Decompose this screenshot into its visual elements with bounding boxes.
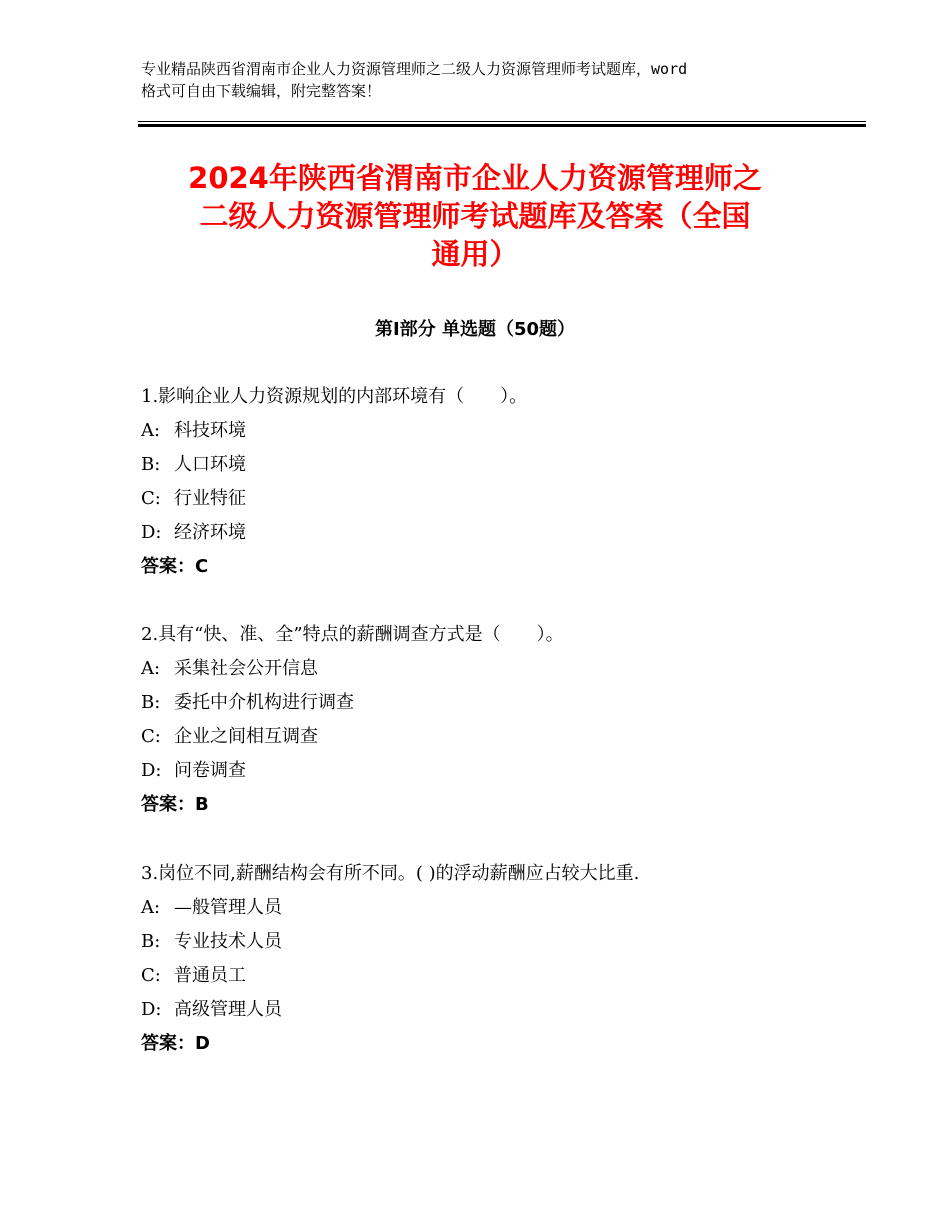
option-letter: C: (141, 965, 161, 986)
answer: 答案：C (141, 556, 209, 577)
header-line-1: 专业精品陕西省渭南市企业人力资源管理师之二级人力资源管理师考试题库，word (141, 60, 688, 78)
option-letter: D: (141, 522, 162, 543)
title-line-3: 通用） (431, 237, 519, 271)
section-heading: 第Ⅰ部分 单选题（50题） (374, 319, 575, 340)
option-a (141, 656, 841, 690)
option-letter: A: (141, 420, 161, 441)
title-line-2: 二级人力资源管理师考试题库及答案（全国 (199, 199, 751, 233)
option-d (141, 520, 841, 554)
question-stem: 3.岗位不同,薪酬结构会有所不同。( )的浮动薪酬应占较大比重. (141, 863, 640, 884)
option-letter: B: (141, 692, 161, 713)
option-text: 人口环境 (174, 454, 246, 475)
option-letter: C: (141, 488, 161, 509)
question-stem: 1.影响企业人力资源规划的内部环境有（ ）。 (141, 386, 528, 407)
question-stem: 2.具有“快、准、全”特点的薪酬调查方式是（ ）。 (141, 624, 564, 645)
option-d (141, 997, 841, 1031)
option-text: 企业之间相互调查 (174, 726, 318, 747)
option-text: 经济环境 (174, 522, 246, 543)
option-c (141, 724, 841, 758)
option-b (141, 690, 841, 724)
title-line-1: 2024年陕西省渭南市企业人力资源管理师之 (188, 161, 762, 195)
option-letter: A: (141, 897, 161, 918)
option-text: 问卷调查 (174, 760, 246, 781)
option-letter: D: (141, 999, 162, 1020)
option-text: 普通员工 (174, 965, 246, 986)
header-rule-thick (138, 124, 866, 127)
header-line-2: 格式可自由下载编辑，附完整答案！ (141, 82, 382, 100)
option-text: 专业技术人员 (174, 931, 282, 952)
option-letter: A: (141, 658, 161, 679)
option-b (141, 929, 841, 963)
option-c (141, 963, 841, 997)
option-text: 委托中介机构进行调查 (174, 692, 354, 713)
document-title (130, 159, 820, 273)
option-text: 采集社会公开信息 (174, 658, 318, 679)
answer: 答案：D (141, 1033, 210, 1054)
option-text: 高级管理人员 (174, 999, 282, 1020)
header-rule-thin (138, 121, 866, 122)
option-text: 行业特征 (174, 488, 246, 509)
option-a (141, 418, 841, 452)
option-letter: C: (141, 726, 161, 747)
option-letter: D: (141, 760, 162, 781)
option-c (141, 486, 841, 520)
answer: 答案：B (141, 794, 209, 815)
question-2 (141, 622, 841, 818)
option-d (141, 758, 841, 792)
option-letter: B: (141, 931, 161, 952)
option-text: 科技环境 (174, 420, 246, 441)
option-text: —般管理人员 (174, 897, 282, 918)
question-1 (141, 384, 841, 580)
question-3 (141, 861, 841, 1057)
option-letter: B: (141, 454, 161, 475)
option-b (141, 452, 841, 486)
document-header (141, 58, 831, 102)
option-a (141, 895, 841, 929)
